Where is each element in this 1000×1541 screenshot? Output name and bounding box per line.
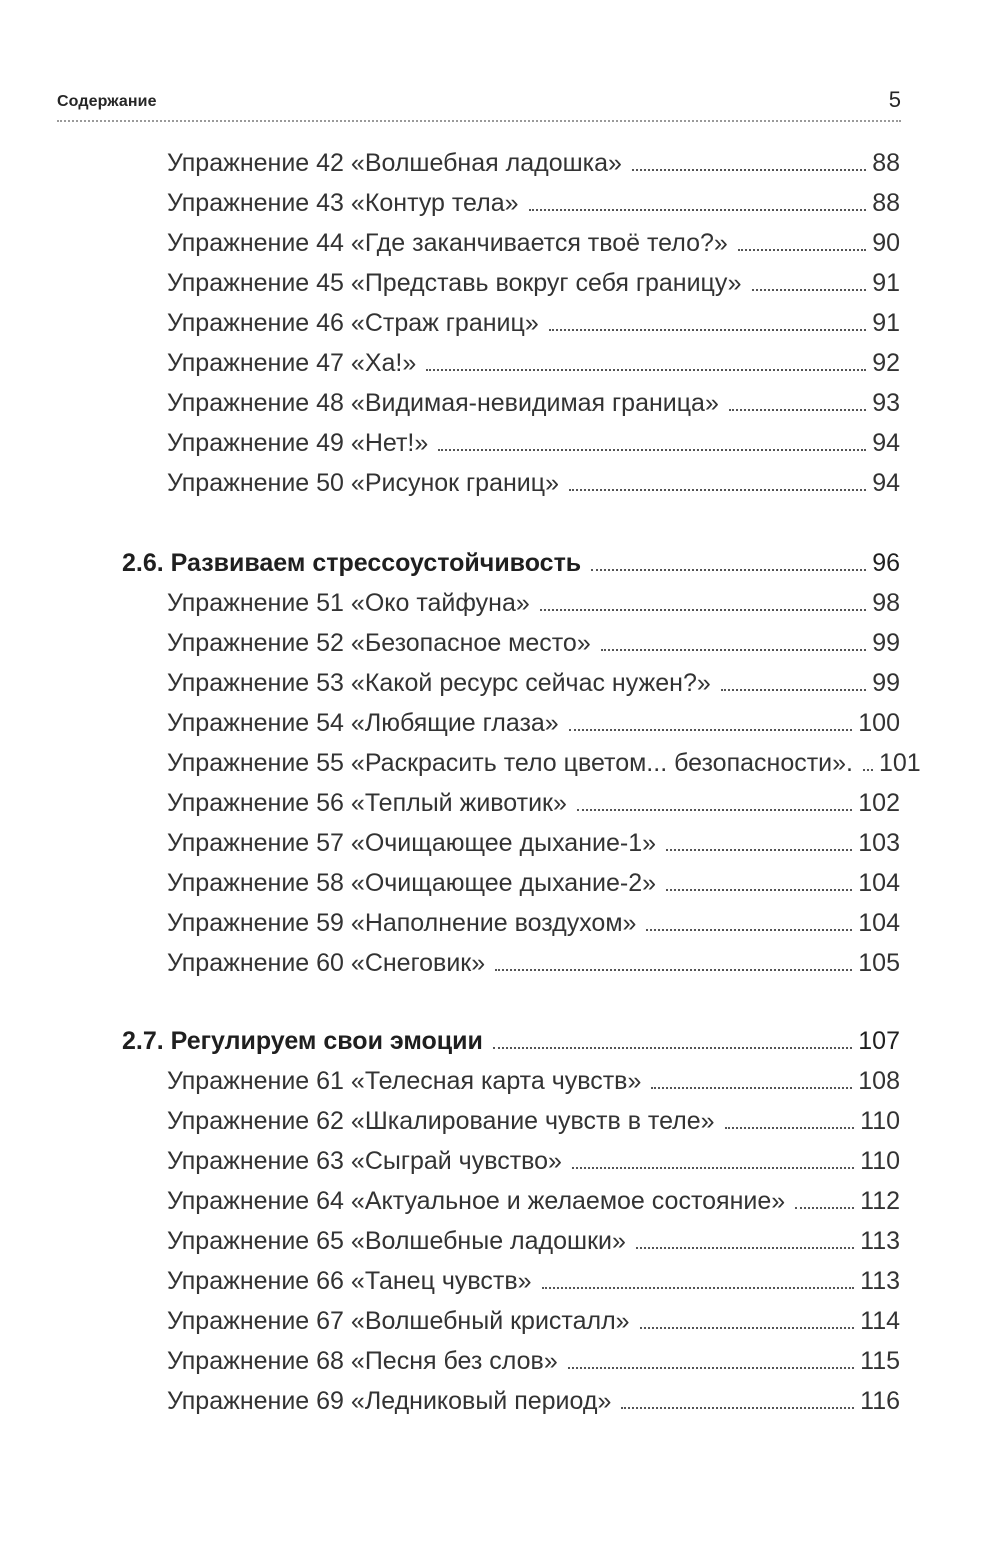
- dot-leader: [426, 363, 866, 371]
- toc-entry-page: 103: [858, 829, 900, 857]
- dot-leader: [636, 1241, 854, 1249]
- toc-entry-title: Упражнение 59 «Наполнение воздухом»: [167, 909, 637, 937]
- toc-entry-page: 91: [872, 269, 900, 297]
- toc-section-page: 107: [858, 1027, 900, 1055]
- toc-entry: [167, 898, 900, 938]
- toc-entry: [167, 938, 900, 978]
- dot-leader: [549, 323, 866, 331]
- dot-leader: [529, 203, 867, 211]
- toc-entry-page: 101: [879, 749, 921, 777]
- toc-entry-page: 98: [872, 589, 900, 617]
- toc-entry-page: 100: [858, 709, 900, 737]
- toc-entry-page: 114: [860, 1307, 900, 1335]
- toc-entry: [167, 778, 900, 818]
- toc-entry-title: Упражнение 54 «Любящие глаза»: [167, 709, 559, 737]
- toc-entry: [167, 818, 900, 858]
- toc-entry: [167, 1296, 900, 1336]
- toc-entry-page: 94: [872, 469, 900, 497]
- toc-entry: [167, 338, 900, 378]
- toc-entry: [167, 138, 900, 178]
- dot-leader: [542, 1281, 855, 1289]
- running-title: Содержание: [57, 93, 157, 110]
- toc-entry: [167, 298, 900, 338]
- toc-entry: [167, 218, 900, 258]
- toc-entry-title: Упражнение 69 «Ледниковый период»: [167, 1387, 612, 1415]
- toc-entry: [167, 1376, 900, 1416]
- toc-entry-page: 110: [860, 1107, 900, 1135]
- toc-entry-page: 115: [860, 1347, 900, 1375]
- toc-entry-title: Упражнение 53 «Какой ресурс сейчас нужен?»: [167, 669, 711, 697]
- toc-entry-page: 108: [858, 1067, 900, 1095]
- toc-section-heading: [122, 1016, 900, 1056]
- dot-leader: [577, 803, 852, 811]
- toc-entry: [167, 1216, 900, 1256]
- toc-entry-page: 112: [860, 1187, 900, 1215]
- toc-entry-title: Упражнение 64 «Актуальное и желаемое состояние»: [167, 1187, 786, 1215]
- dot-leader: [666, 843, 852, 851]
- toc-entry: [167, 1176, 900, 1216]
- toc-entry-title: Упражнение 45 «Представь вокруг себя границу»: [167, 269, 742, 297]
- toc-section-title: 2.6. Развиваем стрессоустойчивость: [122, 549, 582, 577]
- dot-leader: [646, 923, 852, 931]
- toc-entry-page: 110: [860, 1147, 900, 1175]
- toc-entry-title: Упражнение 65 «Волшебные ладошки»: [167, 1227, 626, 1255]
- toc-entry-page: 93: [872, 389, 900, 417]
- toc-entry: [167, 618, 900, 658]
- toc-entry: [167, 1256, 900, 1296]
- toc-entry-title: Упражнение 55 «Раскрасить тело цветом... безопасности».: [167, 749, 853, 777]
- toc-entry-title: Упражнение 63 «Сыграй чувство»: [167, 1147, 562, 1175]
- toc-section-page: 96: [872, 549, 900, 577]
- toc-entry-title: Упражнение 66 «Танец чувств»: [167, 1267, 532, 1295]
- dot-leader: [725, 1121, 855, 1129]
- dot-leader: [640, 1321, 855, 1329]
- toc-entry-title: Упражнение 56 «Теплый животик»: [167, 789, 567, 817]
- toc-entry-page: 104: [858, 909, 900, 937]
- toc-entry: [167, 458, 900, 498]
- dot-leader: [795, 1201, 854, 1209]
- toc-entry: [167, 698, 900, 738]
- toc-entry-title: Упражнение 61 «Телесная карта чувств»: [167, 1067, 642, 1095]
- toc-entry-page: 92: [872, 349, 900, 377]
- dot-leader: [493, 1041, 852, 1049]
- toc-entry-page: 88: [872, 149, 900, 177]
- toc-entry-title: Упражнение 52 «Безопасное место»: [167, 629, 591, 657]
- dot-leader: [438, 443, 866, 451]
- toc-entry-title: Упражнение 67 «Волшебный кристалл»: [167, 1307, 630, 1335]
- toc-entry-title: Упражнение 58 «Очищающее дыхание-2»: [167, 869, 657, 897]
- dot-leader: [591, 563, 866, 571]
- dot-leader: [495, 963, 852, 971]
- dot-leader: [569, 723, 853, 731]
- toc-entry: [167, 578, 900, 618]
- toc-entry-title: Упражнение 48 «Видимая-невидимая граница»: [167, 389, 719, 417]
- toc-entry-page: 105: [858, 949, 900, 977]
- toc-entry-page: 99: [872, 629, 900, 657]
- toc-entry: [167, 378, 900, 418]
- dot-leader: [601, 643, 866, 651]
- toc-entry-page: 91: [872, 309, 900, 337]
- toc-entry: [167, 1056, 900, 1096]
- toc-entry: [167, 178, 900, 218]
- toc-entry-page: 113: [860, 1267, 900, 1295]
- dot-leader: [729, 403, 866, 411]
- dot-leader: [540, 603, 866, 611]
- toc-entry-page: 90: [872, 229, 900, 257]
- toc-entry-page: 102: [858, 789, 900, 817]
- dot-leader: [721, 683, 866, 691]
- running-head: [57, 86, 901, 122]
- toc-entry-title: Упражнение 57 «Очищающее дыхание-1»: [167, 829, 657, 857]
- toc-entry-title: Упражнение 68 «Песня без слов»: [167, 1347, 558, 1375]
- toc-entry-title: Упражнение 46 «Страж границ»: [167, 309, 539, 337]
- toc-entry: [167, 1096, 900, 1136]
- page-number: 5: [888, 87, 901, 112]
- toc-entry-page: 88: [872, 189, 900, 217]
- toc-entry-title: Упражнение 49 «Нет!»: [167, 429, 429, 457]
- dot-leader: [651, 1081, 852, 1089]
- toc-entry: [167, 738, 921, 778]
- dot-leader: [621, 1401, 854, 1409]
- toc-entry: [167, 658, 900, 698]
- toc-entry-title: Упражнение 44 «Где заканчивается твоё тело?»: [167, 229, 728, 257]
- toc-entry: [167, 258, 900, 298]
- toc-entry-title: Упражнение 47 «Ха!»: [167, 349, 417, 377]
- toc-entry-title: Упражнение 51 «Око тайфуна»: [167, 589, 530, 617]
- toc-entry-title: Упражнение 50 «Рисунок границ»: [167, 469, 559, 497]
- toc-entry-page: 104: [858, 869, 900, 897]
- toc-entry-title: Упражнение 62 «Шкалирование чувств в теле»: [167, 1107, 715, 1135]
- dot-leader: [738, 243, 866, 251]
- dot-leader: [752, 283, 867, 291]
- toc-entry-page: 99: [872, 669, 900, 697]
- toc-entry: [167, 1336, 900, 1376]
- toc-entry-title: Упражнение 43 «Контур тела»: [167, 189, 519, 217]
- dot-leader: [666, 883, 852, 891]
- toc-entry-page: 113: [860, 1227, 900, 1255]
- toc-entry: [167, 418, 900, 458]
- toc-entry-title: Упражнение 42 «Волшебная ладошка»: [167, 149, 622, 177]
- toc-section-heading: [122, 538, 900, 578]
- dot-leader: [632, 163, 866, 171]
- dot-leader: [572, 1161, 854, 1169]
- dot-leader: [569, 483, 866, 491]
- toc-entry-title: Упражнение 60 «Снеговик»: [167, 949, 486, 977]
- toc-entry: [167, 858, 900, 898]
- toc-entry: [167, 1136, 900, 1176]
- toc-entry-page: 94: [872, 429, 900, 457]
- toc-section-title: 2.7. Регулируем свои эмоции: [122, 1027, 483, 1055]
- dot-leader: [863, 763, 873, 771]
- toc-entry-page: 116: [860, 1387, 900, 1415]
- dot-leader: [568, 1361, 854, 1369]
